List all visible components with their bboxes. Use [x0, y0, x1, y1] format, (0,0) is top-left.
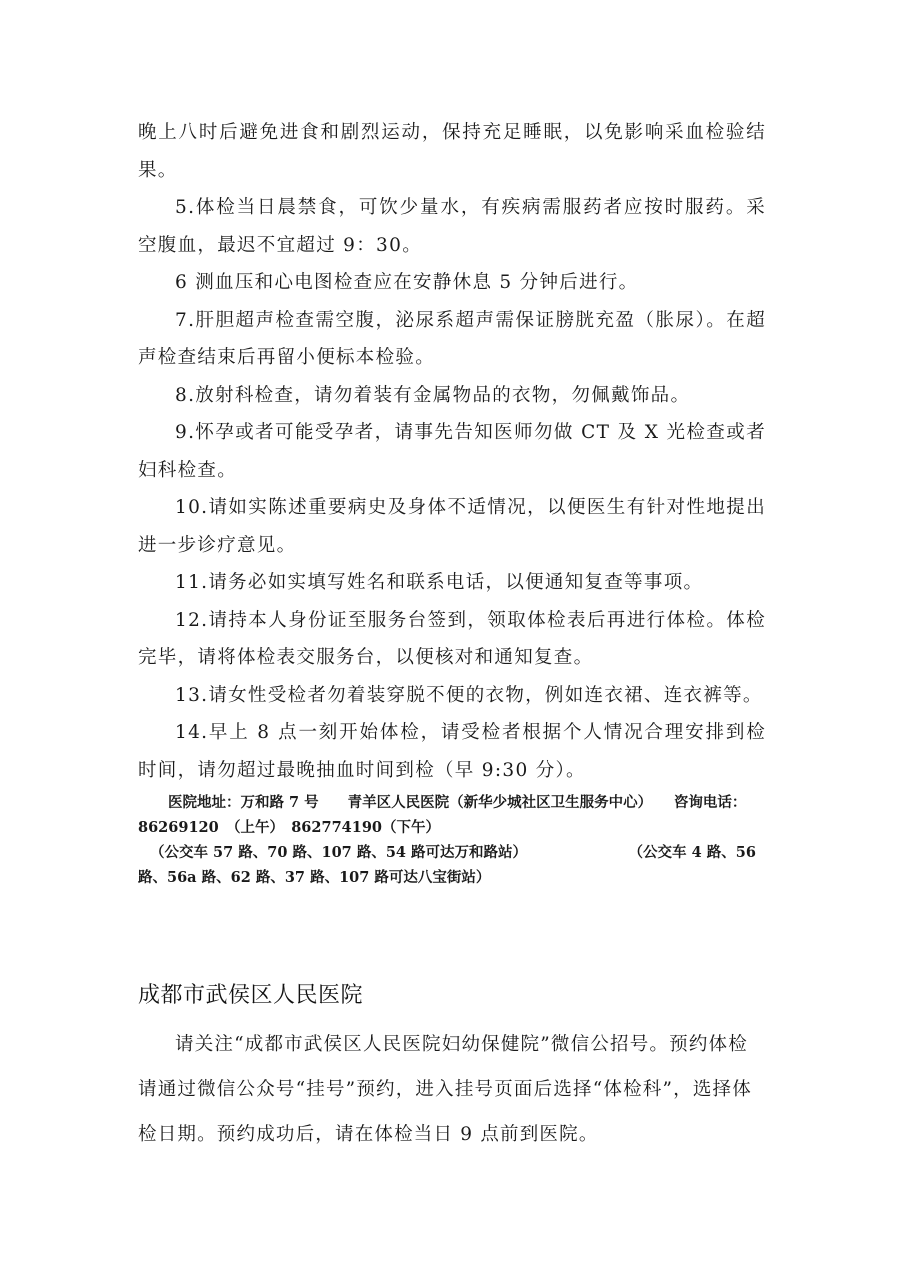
continuation-paragraph: 晚上八时后避免进食和剧烈运动，保持充足睡眠，以免影响采血检验结果。 [138, 122, 766, 181]
notice-item-12: 12.请持本人身份证至服务台签到，领取体检表后再进行体检。体检完毕，请将体检表交服务台，以便核对和通知复查。 [138, 609, 766, 668]
notice-item-11: 11.请务必如实填写姓名和联系电话，以便通知复查等事项。 [175, 572, 704, 593]
notice-item-14: 14.早上 8 点一刻开始体检，请受检者根据个人情况合理安排到检时间，请勿超过最晚抽血时间到检（早 9:30 分）。 [138, 722, 766, 781]
hospital-info [138, 790, 766, 890]
notice-item-5: 5.体检当日晨禁食，可饮少量水，有疾病需服药者应按时服药。采空腹血，最迟不宜超过 9：30。 [138, 197, 766, 256]
bus-route-line: （公交车 57 路、70 路、107 路、54 路可达万和路站） （公交车 4 路、56 路、56a 路、62 路、37 路、107 路可达八宝街站） [138, 844, 756, 886]
section-body: 请关注“成都市武侯区人民医院妇幼保健院”微信公招号。预约体检请通过微信公众号“挂号”预约，进入挂号页面后选择“体检科”，选择体检日期。预约成功后，请在体检当日 9 点前到医院。 [138, 1034, 752, 1145]
notice-item-8: 8.放射科检查，请勿着装有金属物品的衣物，勿佩戴饰品。 [175, 384, 691, 406]
notice-item-7: 7.肝胆超声检查需空腹，泌尿系超声需保证膀胱充盈（胀尿）。在超声检查结束后再留小便标本检验。 [138, 309, 766, 368]
notice-list [138, 114, 766, 789]
notice-item-6: 6 测血压和心电图检查应在安静休息 5 分钟后进行。 [175, 272, 639, 293]
hospital-address-line: 医院地址：万和路 7 号 青羊区人民医院（新华少城社区卫生服务中心） 咨询电话：86269120 （上午） 862774190（下午） [138, 794, 747, 836]
notice-item-9: 9.怀孕或者可能受孕者，请事先告知医师勿做 CT 及 X 光检查或者妇科检查。 [138, 422, 766, 481]
notice-item-13: 13.请女性受检者勿着装穿脱不便的衣物，例如连衣裙、连衣裤等。 [175, 684, 763, 706]
section-title: 成都市武侯区人民医院 [138, 983, 364, 1008]
notice-item-10: 10.请如实陈述重要病史及身体不适情况，以便医生有针对性地提出进一步诊疗意见。 [138, 497, 766, 556]
